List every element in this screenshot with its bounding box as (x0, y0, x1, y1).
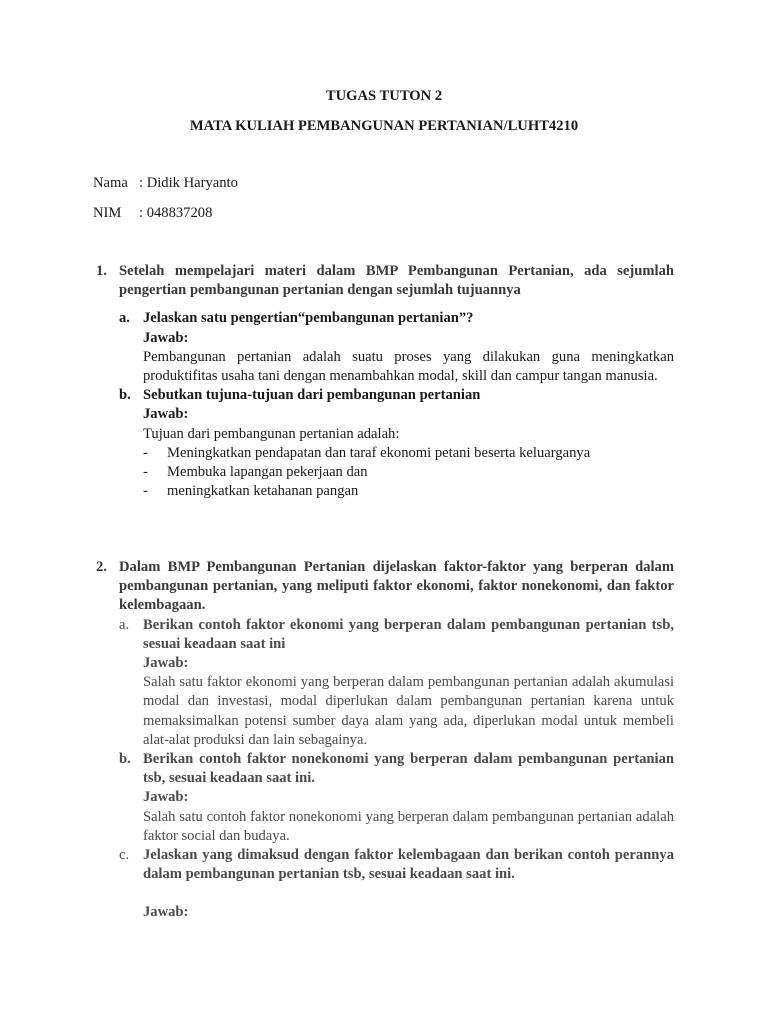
question-2c (119, 846, 674, 923)
answer-intro: Tujuan dari pembangunan pertanian adalah: (143, 425, 400, 442)
sub-question: Jelaskan satu pengertian“pembangunan pertanian”? (143, 310, 474, 327)
list-item (143, 463, 674, 482)
jawab-label: Jawab: (143, 655, 189, 672)
question-2 (96, 558, 674, 923)
sub-letter: c. (119, 847, 130, 864)
question-number: 1. (96, 263, 107, 279)
question-number: 2. (96, 559, 107, 575)
dash-bullet: - (143, 483, 148, 500)
sub-letter: b. (119, 387, 131, 404)
student-name-row (93, 174, 238, 193)
answer-text: Salah satu faktor ekonomi yang berperan dalam pembangunan pertanian adalah akumulasi modal dan investasi, modal diperlukan dalam pembangunan pertanian karena untuk memaksimalkan potensi sumber daya alam yang ada, diperlukan modal untuk membeli alat-alat produksi dan lain sebagainya. (143, 674, 674, 748)
list-item-text: Meningkatkan pendapatan dan taraf ekonomi petani beserta keluarganya (167, 444, 591, 461)
question-1a (119, 309, 674, 386)
nim-value: : 048837208 (139, 205, 213, 221)
sub-question: Jelaskan yang dimaksud dengan faktor kelembagaan dan berikan contoh perannya dalam pembangunan pertanian tsb, sesuai keadaan saat ini. (143, 847, 674, 883)
sub-letter: b. (119, 751, 131, 768)
question-1b (119, 386, 674, 501)
jawab-label: Jawab: (143, 329, 189, 346)
student-nim-row (93, 204, 212, 223)
name-label: Nama (93, 175, 128, 191)
dash-bullet: - (143, 464, 148, 481)
list-item (143, 444, 674, 463)
name-value: : Didik Haryanto (139, 175, 238, 191)
list-item-text: Membuka lapangan pekerjaan dan (167, 464, 368, 481)
question-text: Dalam BMP Pembangunan Pertanian dijelaskan faktor-faktor yang berperan dalam pembangunan pertanian, yang meliputi faktor ekonomi, faktor nonekonomi, dan faktor kelembagaan. (119, 559, 674, 614)
answer-text: Pembangunan pertanian adalah suatu proses yang dilakukan guna meningkatkan produktifitas usaha tani dengan menambahkan modal, skill dan campur tangan manusia. (143, 348, 674, 385)
sub-letter: a. (119, 310, 130, 327)
nim-label: NIM (93, 205, 122, 221)
dash-bullet: - (143, 444, 148, 461)
question-1 (96, 262, 674, 501)
sub-question: Berikan contoh faktor ekonomi yang berperan dalam pembangunan pertanian tsb, sesuai keadaan saat ini (143, 616, 674, 652)
question-2b (119, 750, 674, 846)
question-text: Setelah mempelajari materi dalam BMP Pembangunan Pertanian, ada sejumlah pengertian pembangunan pertanian dengan sejumlah tujuannya (119, 263, 674, 299)
jawab-label: Jawab: (143, 406, 189, 423)
jawab-label: Jawab: (143, 904, 189, 921)
document-title: TUGAS TUTON 2 (325, 88, 443, 104)
sub-question: Sebutkan tujuna-tujuan dari pembangunan pertanian (143, 387, 481, 404)
sub-question: Berikan contoh faktor nonekonomi yang berperan dalam pembangunan pertanian tsb, sesuai keadaan saat ini. (143, 751, 674, 787)
question-2a (119, 616, 674, 750)
list-item-text: meningkatkan ketahanan pangan (167, 483, 359, 500)
jawab-label: Jawab: (143, 789, 189, 806)
document-subtitle: MATA KULIAH PEMBANGUNAN PERTANIAN/LUHT4210 (189, 118, 579, 134)
sub-letter: a. (119, 616, 130, 633)
list-item (143, 482, 674, 501)
answer-text: Salah satu contoh faktor nonekonomi yang berperan dalam pembangunan pertanian adalah faktor social dan budaya. (143, 808, 674, 844)
